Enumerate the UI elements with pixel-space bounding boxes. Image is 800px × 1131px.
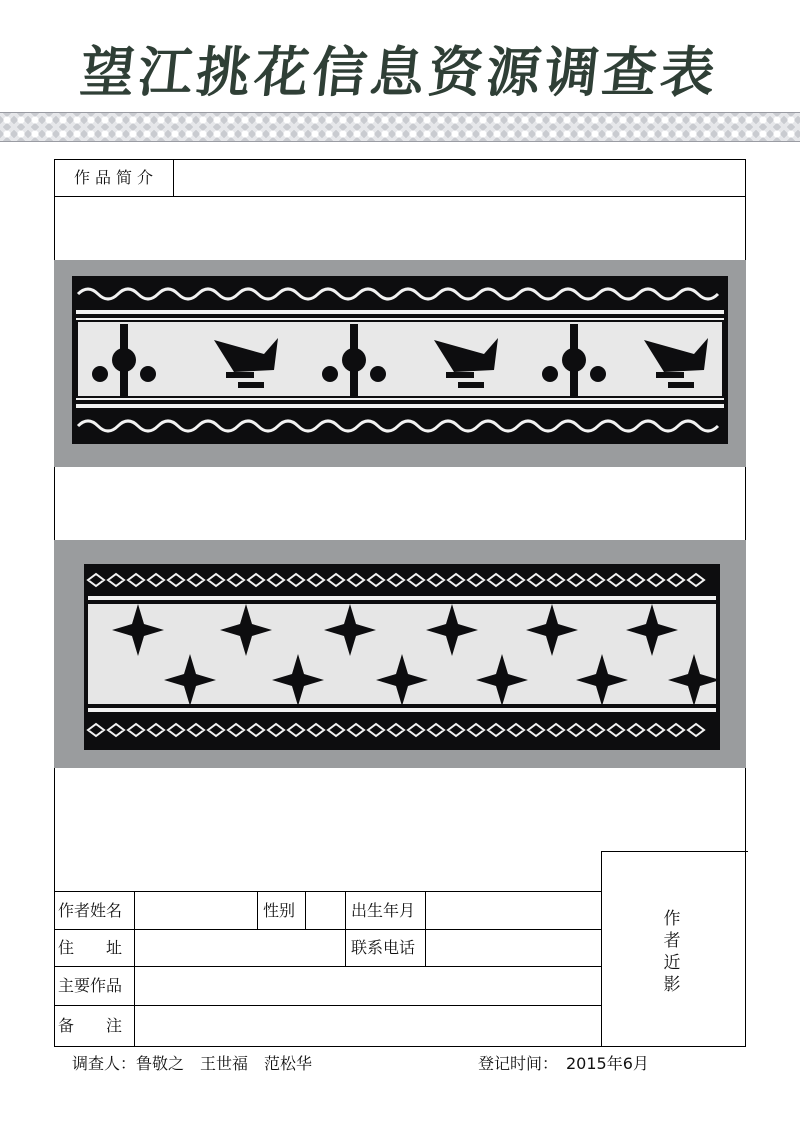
field-remarks[interactable] xyxy=(136,1007,600,1045)
field-birth[interactable] xyxy=(427,893,600,928)
label-works: 主要作品 xyxy=(58,976,123,995)
label-gender: 性别 xyxy=(263,901,296,920)
page-title: 望江挑花信息资源调查表 xyxy=(77,40,722,104)
decorative-pattern-band xyxy=(0,112,800,142)
field-gender[interactable] xyxy=(307,893,344,928)
field-author-name[interactable] xyxy=(136,893,256,928)
embroidery-photo-2 xyxy=(54,540,746,768)
label-birth: 出生年月 xyxy=(351,901,416,920)
field-works[interactable] xyxy=(136,968,600,1004)
author-photo-label: 作者近影 xyxy=(663,909,681,995)
embroidery-photo-1 xyxy=(54,260,746,467)
label-address: 住 址 xyxy=(58,938,123,957)
investigators: 调查人：鲁敬之 王世福 范松华 xyxy=(72,1054,313,1073)
author-photo-slot[interactable] xyxy=(603,853,746,1046)
label-remarks: 备 注 xyxy=(58,1016,123,1035)
registration-date: 登记时间： 2015年6月 xyxy=(478,1054,649,1073)
section-label-intro: 作品简介 xyxy=(74,168,159,187)
field-phone[interactable] xyxy=(427,931,600,965)
label-author-name: 作者姓名 xyxy=(58,901,123,920)
label-phone: 联系电话 xyxy=(351,938,416,957)
field-address[interactable] xyxy=(136,931,344,965)
